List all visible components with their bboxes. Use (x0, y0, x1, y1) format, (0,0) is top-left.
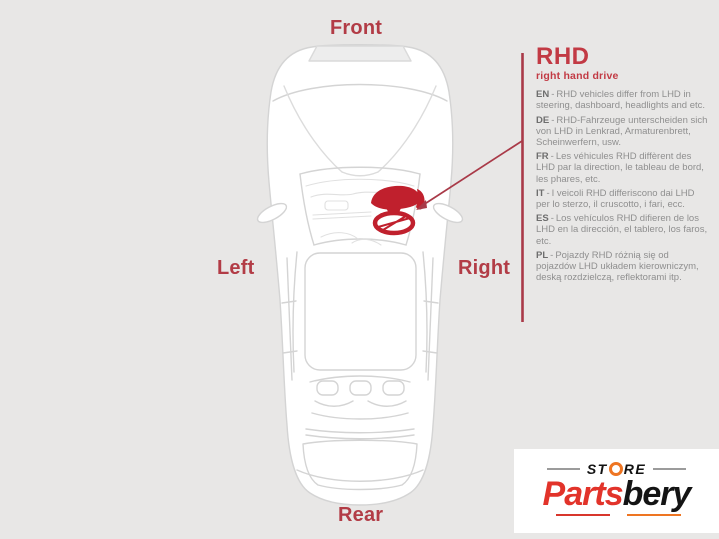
lang-label: PL (536, 249, 549, 261)
store-suffix: RE (623, 461, 647, 477)
callout-entries (536, 89, 708, 283)
separator: - (546, 187, 550, 199)
callout-entry-it (536, 188, 708, 210)
separator: - (550, 151, 554, 163)
separator: - (550, 249, 554, 261)
entry-text: Les véhicules RHD diffèrent des LHD par la direction, le tableau de bord, les phares, etc. (536, 151, 704, 185)
store-line-right (653, 468, 686, 470)
label-rear: Rear (338, 504, 384, 526)
brand-bery: bery (622, 475, 691, 513)
rear-headrests (317, 381, 404, 395)
separator: - (550, 213, 554, 225)
callout-title: RHD (536, 43, 590, 70)
callout-entry-en (536, 89, 708, 111)
entry-text: I veicoli RHD differiscono dai LHD per lo sterzo, il cruscotto, i fari, ecc. (536, 187, 695, 211)
entry-text: Los vehículos RHD difieren de los LHD en la dirección, el tablero, los faros, etc. (536, 213, 708, 247)
logo-underline-orange (627, 514, 681, 516)
callout-entry-de (536, 115, 708, 149)
label-right: Right (458, 257, 511, 279)
lang-label: DE (536, 114, 550, 126)
rhd-callout (536, 44, 708, 286)
label-left: Left (217, 257, 255, 279)
lang-label: EN (536, 89, 550, 101)
partsbery-logo (514, 449, 719, 533)
brand-wordmark (514, 475, 719, 513)
brand-parts: Parts (542, 475, 623, 513)
logo-underline-red (556, 514, 610, 516)
entry-text: RHD-Fahrzeuge unterscheiden sich von LHD in Lenkrad, Armaturenbrett, Scheinwerfern, usw. (536, 114, 708, 148)
entry-text: RHD vehicles differ from LHD in steering, dashboard, headlights and etc. (536, 89, 706, 112)
callout-entry-pl (536, 250, 708, 284)
lang-label: ES (536, 213, 549, 225)
label-front: Front (330, 17, 383, 39)
callout-entry-es (536, 213, 708, 247)
store-o-ring-icon (609, 462, 623, 476)
lang-label: FR (536, 151, 549, 163)
store-line-left (547, 468, 580, 470)
entry-text: Pojazdy RHD różnią się od pojazdów LHD układem kierowniczym, deską rozdzielczą, reflektorami itp. (536, 249, 699, 284)
front-bumper-band (309, 46, 411, 61)
store-prefix: ST (586, 461, 608, 477)
callout-entry-fr (536, 151, 708, 185)
separator: - (551, 114, 555, 126)
callout-subtitle: right hand drive (536, 70, 619, 83)
separator: - (551, 89, 555, 101)
lang-label: IT (536, 187, 545, 199)
